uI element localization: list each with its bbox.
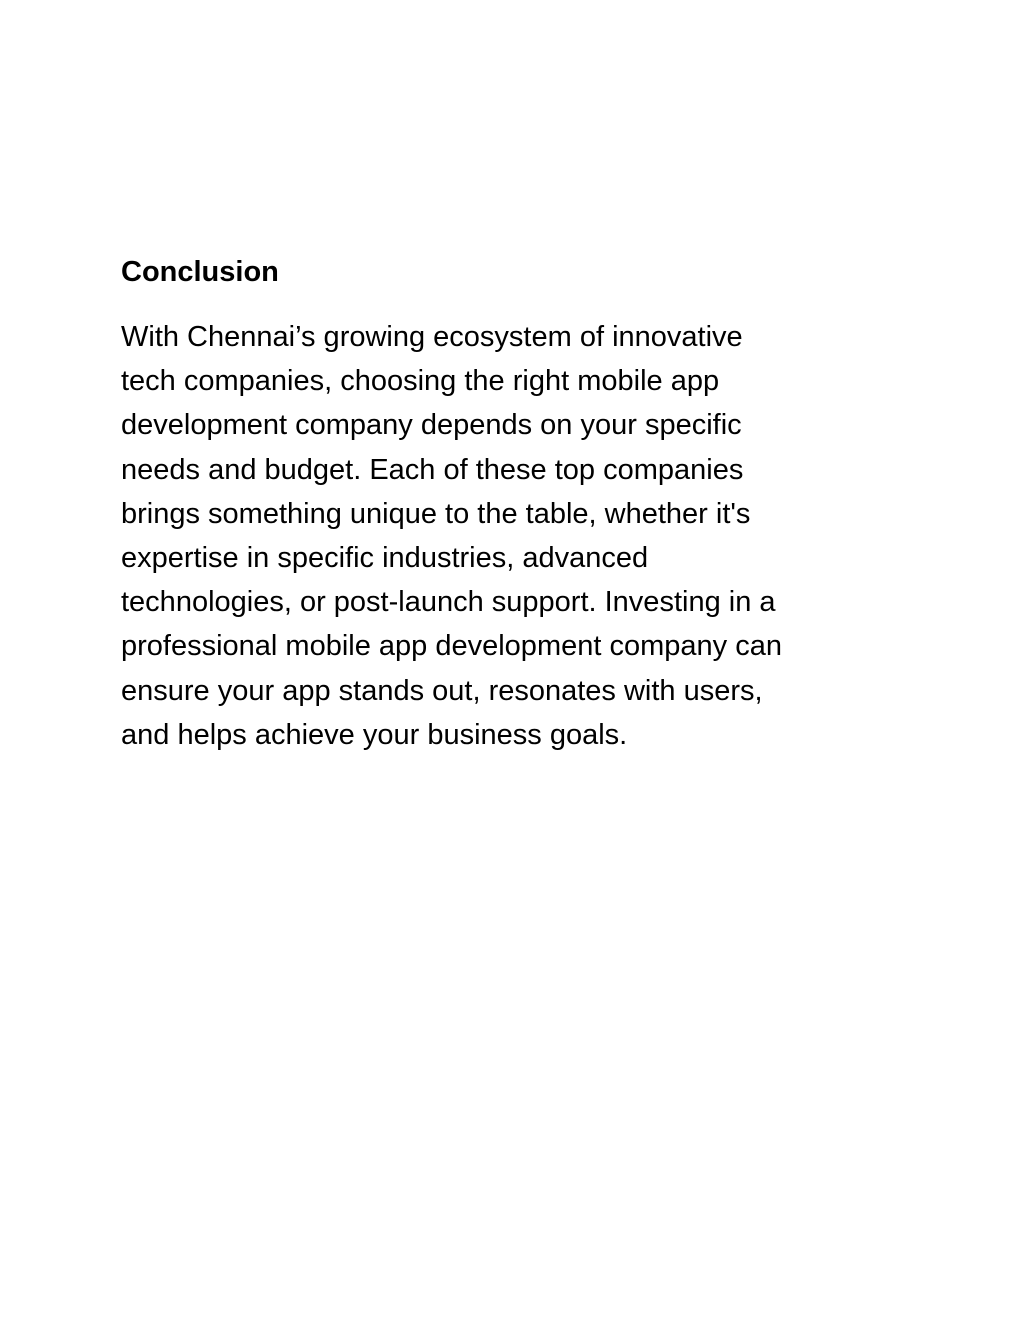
paragraph-line: ensure your app stands out, resonates with users, bbox=[121, 674, 763, 707]
paragraph-line: technologies, or post-launch support. Investing in a bbox=[121, 586, 776, 619]
paragraph-line: and helps achieve your business goals. bbox=[121, 718, 628, 751]
paragraph-line: With Chennai’s growing ecosystem of innovative bbox=[121, 321, 743, 353]
paragraph-line: expertise in specific industries, advanced bbox=[121, 542, 649, 575]
paragraph-line: development company depends on your specific bbox=[121, 409, 742, 442]
paragraph-line: tech companies, choosing the right mobile app bbox=[121, 365, 720, 398]
paragraph-line: brings something unique to the table, whether it's bbox=[121, 497, 751, 530]
conclusion-paragraph bbox=[121, 315, 911, 757]
conclusion-section bbox=[121, 252, 911, 757]
paragraph-line: professional mobile app development company can bbox=[121, 630, 782, 663]
paragraph-line: needs and budget. Each of these top companies bbox=[121, 453, 744, 486]
section-heading: Conclusion bbox=[121, 256, 279, 288]
